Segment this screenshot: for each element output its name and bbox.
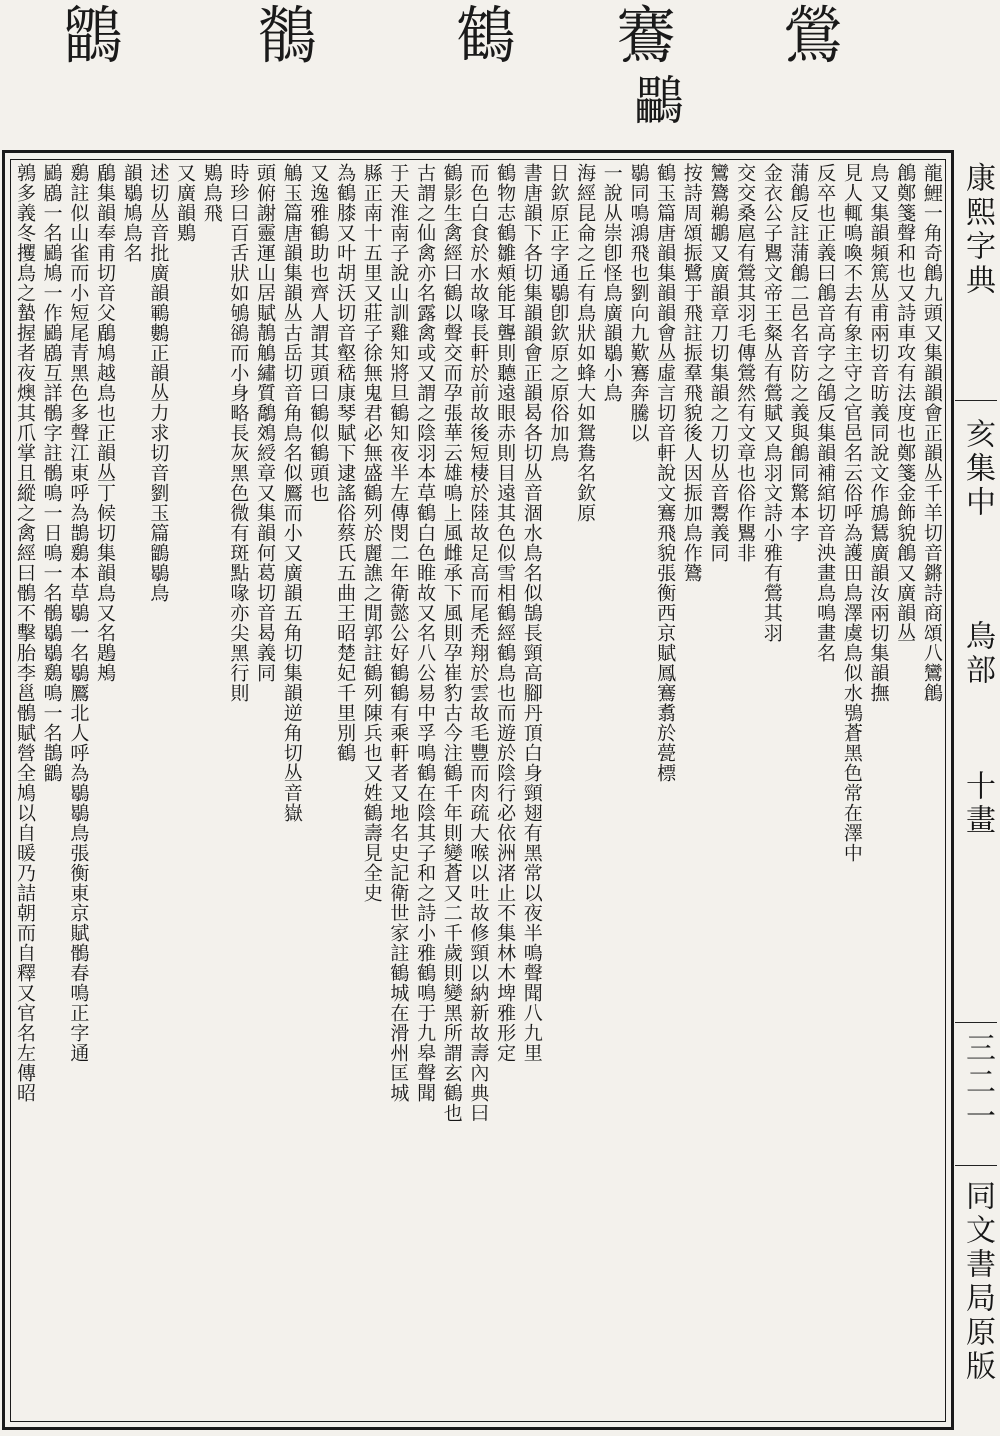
- text-column: 鶬鄭箋聲和也又詩車攻有法度也鄭箋金飾貌鶬又廣韻丛: [894, 163, 917, 643]
- text-column: 金衣公子鸎文帝王粲丛有鶯賦又鳥羽文詩小雅有鶯其羽: [760, 163, 783, 643]
- text-column: 時珍曰百舌狀如鴝鵒而小身略長灰黑色微有斑點喙亦尖黑行則: [227, 163, 250, 703]
- text-column: 按詩周頌振鷺于飛註振羣飛貌後人因振加鳥作鷟: [680, 163, 703, 583]
- margin-divider: [955, 1165, 997, 1166]
- publisher-label: 同文書局原版: [960, 1180, 995, 1384]
- seal-glyph: 鶱: [616, 0, 674, 72]
- margin-divider: [955, 400, 997, 401]
- text-column: 鶌鶋一名鶌鳩一作鶌鶋互詳鶻字註鶻鳴一日鳴一名鶻鶡鶡鶢鳴一名鵲鶹: [40, 163, 63, 783]
- text-column: 鶴物志鶴雛頰能耳聾則聽遠眼赤則目遠其色似雪相鶴經鶴鳥也而遊於陰行必依洲渚止不集林木埤雅形定: [494, 163, 517, 1063]
- text-column: 反卒也正義曰鶬音高字之鵮反集韻補綰切音泱畫鳥鳴畫名: [814, 163, 837, 663]
- text-column: 鸞鷟鵜鶘又廣韻章刀切集韻之刀切丛音鬻義同: [707, 163, 730, 563]
- margin-divider: [955, 1022, 997, 1023]
- radical-label: 鳥部: [960, 620, 995, 688]
- text-column: 頭俯謝靈運山居賦鶄鵤繡質鷮鵁綬章又集韻何葛切音曷義同: [254, 163, 277, 683]
- text-columns: [13, 163, 943, 1425]
- seal-script-strip: [0, 0, 1000, 150]
- seal-glyph: 鶺: [257, 0, 315, 72]
- text-column: 交交桑扈有鶯其羽毛傳鶯然有文章也俗作鸎非: [734, 163, 757, 563]
- text-column: 鵤玉篇唐韻集韻丛古岳切音角鳥名似鷢而小又廣韻五角切集韻逆角切丛音嶽: [280, 163, 303, 823]
- text-column: 為鶴膝又叶胡沃切音壑嵇康琴賦下逮謠俗蔡氏五曲王昭楚妃千里別鶴: [334, 163, 357, 763]
- text-column: 蒲鶬反註蒲鶬二邑名音防之義與鶬同驚本字: [787, 163, 810, 543]
- text-column: 鳥又集韻頻篤丛甫兩切音昉義同說文作鴋鵟廣韻汝兩切集韻撫: [867, 163, 890, 703]
- right-margin: [955, 150, 997, 1430]
- stroke-count-label: 十畫: [960, 770, 995, 838]
- text-column: 鶴玉篇唐韻集韻韻會丛虛言切音軒說文鶱飛貌張衡西京賦鳳鶱翥於甍標: [654, 163, 677, 783]
- text-column: 縣正南十五里又莊子徐無鬼君必無盛鶴列於麗譙之閒郭註鶴列陳兵也又姓鶴壽見全史: [360, 163, 383, 903]
- text-column: 韻鶡鳩鳥名: [120, 163, 143, 263]
- seal-glyph: 鶹: [63, 0, 121, 72]
- text-column: 鶪鳥飛: [200, 163, 223, 223]
- seal-sub-glyph: 鸓: [634, 72, 682, 132]
- text-column: 古謂之仙禽亦名露禽或又謂之陰羽本草鶴白色睢故又名八公易中孚鳴鶴在陰其子和之詩小雅鶴鳴于九皋聲聞: [414, 163, 437, 1103]
- volume-label: 亥集中: [960, 418, 995, 520]
- text-frame: [2, 150, 954, 1430]
- text-column: 日欽原正字通鶡卽欽原之原俗加鳥: [547, 163, 570, 463]
- text-column: 于天淮南子說山訓雞知將旦鶴知夜半左傳閔二年衛懿公好鶴鶴有乘軒者又地名史記衛世家註鶴城在滑州匡城: [387, 163, 410, 1103]
- text-column: 書唐韻下各切集韻韻會正韻曷各切丛音涸水鳥名似鵠長頸高腳丹頂白身頸翅有黑常以夜半鳴聲聞八九里: [520, 163, 543, 1063]
- text-column: 鶢註似山雀而小短尾青黑色多聲江東呼為鵲鶢本草鶡一名鶡鷢北人呼為鶡鶡鳥張衡東京賦鶻春鳴正字通: [67, 163, 90, 1063]
- text-column: 鶴影生禽經曰鶴以聲交而孕張華云雄鳴上風雌承下風則孕崔豹古今注鶴千年則變蒼又二千歲則變黑所謂玄鶴也: [440, 163, 463, 1123]
- text-column: 述切丛音批廣韻鶤鷜正韻丛力求切音劉玉篇鶹鶡鳥: [147, 163, 170, 603]
- page-number: 三二一: [960, 1032, 995, 1134]
- book-title: 康熙字典: [960, 162, 995, 298]
- text-column: 又廣韻鶪: [174, 163, 197, 243]
- text-column: 見人輒鳴喚不去有象主守之官邑名云俗呼為護田鳥澤虞鳥似水鴞蒼黑色常在澤中: [840, 163, 863, 863]
- text-column: 鶞集韻奉甫切音父鶞鳩越鳥也正韻丛丁候切集韻鳥又名鶗鴂: [94, 163, 117, 683]
- text-column: 而色白食於水故喙長軒於前故後短棲於陸故足高而尾禿翔於雲故毛豐而肉疏大喉以吐故修頸以納新故壽內典曰: [467, 163, 490, 1123]
- seal-glyph: 鶯: [783, 0, 841, 72]
- text-column: 鶉多義冬攫鳥之蟄握者夜燠其爪掌且縱之禽經曰鶻不擊胎李邕鶻賦營全鳩以自暖乃詰朝而自釋又官名左傳昭: [14, 163, 36, 1103]
- text-column: 鶡同鳴鴻飛也劉向九歎鶱奔騰以: [627, 163, 650, 443]
- text-column: 又逸雅鶴助也齊人謂其頭曰鶴似鶴頭也: [307, 163, 330, 503]
- text-column: 龍鯉一角奇鶬九頭又集韻韻會正韻丛千羊切音鏘詩商頌八鸞鶬: [920, 163, 943, 703]
- text-column: 海經昆侖之丘有鳥狀如蜂大如鴛鴦名欽原: [574, 163, 597, 523]
- seal-glyph: 鶴: [456, 0, 514, 72]
- text-column: 一說从崇卽怪鳥廣韻鶡小鳥: [600, 163, 623, 403]
